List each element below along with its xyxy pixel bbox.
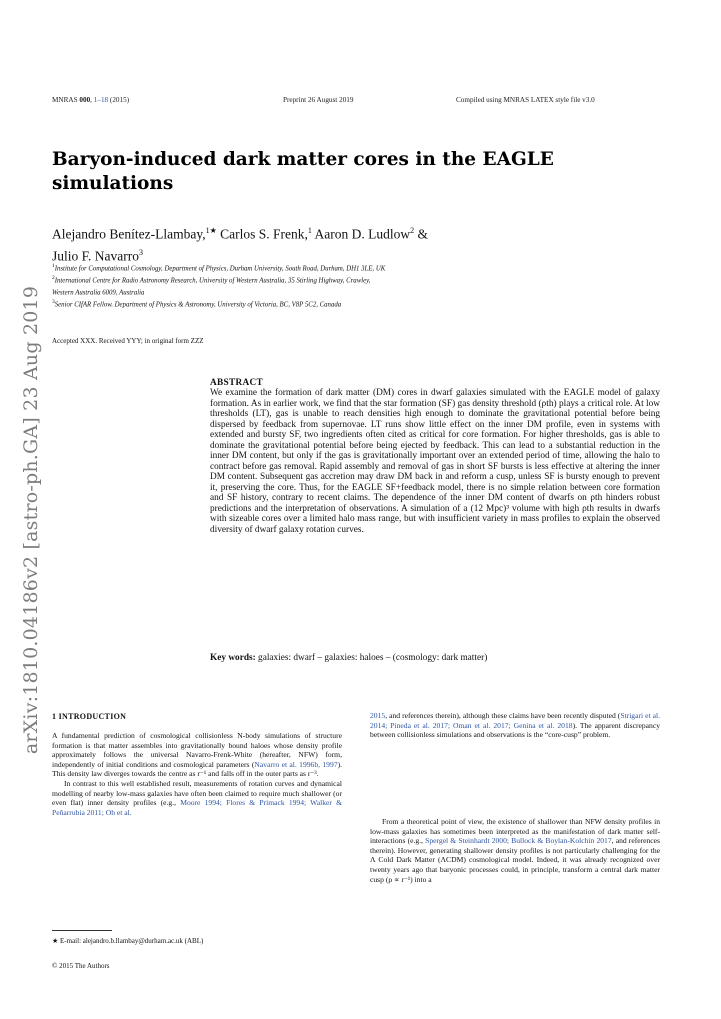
text-run: In contrast to this well established result, measurements of rotation curves and dynamical modelling of nearby low-mass galaxies have often been claimed to require much shallower (or even flat) inner density profiles (e.g., bbox=[52, 778, 342, 808]
affiliation-sup: 3 bbox=[52, 298, 55, 305]
affiliation-text: Institute for Computational Cosmology, Department of Physics, Durham University, South Road, Durham, DH1 3LE, UK bbox=[54, 265, 386, 273]
author-4: Julio F. Navarro bbox=[52, 248, 140, 263]
affiliation-sup: 1 bbox=[52, 263, 55, 269]
intro-paragraph-1-cont bbox=[370, 711, 660, 740]
author-2-sup: 1 bbox=[307, 226, 312, 235]
arxiv-stamp bbox=[20, 285, 43, 755]
affiliation-text: International Centre for Radio Astronomy Research, University of Western Australia, 35 Stirling Highway, Crawley, bbox=[54, 277, 371, 285]
running-header-journal bbox=[52, 96, 129, 104]
abstract-text: We examine the formation of dark matter (DM) cores in dwarf galaxies simulated with the EAGLE model of galaxy formation. As in earlier work, we find that the star formation (SF) gas density threshold (ρth) plays a critical role. At low thresholds (LT), gas is unable to reach densities high enough to dominate the gravitational potential before being dispersed by feedback from supernovae. LT runs show little effect on the inner DM profile, even in systems with extended and bursty SF, two ingredients often cited as critical for core formation. For higher thresholds, gas is able to dominate the gravitational potential before being ejected by feedback. This can lead to a substantial reduction in the inner DM content, but only if the gas is gravitationally important over an extended period of time, allowing the halo to contract before gas removal. Rapid assembly and removal of gas in short SF bursts is less effective at altering the inner DM content. Subsequent gas accretion may draw DM back in and reform a cusp, unless SF is bursty enough to prevent it, preserving the core. Thus, for the EAGLE SF+feedback model, there is no simple relation between core formation and SF history, contrary to recent claims. The dependence of the inner DM content of dwarfs on ρth hinders robust predictions and the interpretation of observations. A simulation of a (12 Mpc)³ volume with high ρth results in dwarfs with sizeable cores over a limited halo mass range, but with insufficient variety in mass profiles to explain the observed diversity of dwarf galaxy rotation curves. bbox=[210, 388, 660, 535]
author-2: Carlos S. Frenk, bbox=[216, 226, 308, 242]
text-run: ). This density law diverges towards the centre as r⁻¹ and falls off in the outer parts as r⁻³. bbox=[52, 759, 343, 779]
copyright: © 2015 The Authors bbox=[52, 962, 110, 970]
keywords-text: galaxies: dwarf – galaxies: haloes – (cosmology: dark matter) bbox=[255, 653, 488, 663]
arxiv-stamp-text: arXiv:1810.04186v2 [astro-ph.GA] 23 Aug 2019 bbox=[20, 285, 43, 755]
citation-link[interactable]: Moore 1994; Flores & Primack 1994; Walker & Peñarrubia 2011; Oh et al. bbox=[52, 798, 342, 817]
author-3-sup: 2 bbox=[410, 226, 415, 235]
right-column bbox=[370, 711, 660, 740]
section-heading-introduction: 1 INTRODUCTION bbox=[52, 712, 127, 721]
citation-link[interactable]: 2015 bbox=[370, 711, 386, 720]
footnote-rule bbox=[52, 930, 112, 931]
journal-sep: , bbox=[90, 96, 94, 104]
intro-paragraph-1 bbox=[52, 731, 342, 779]
text-run: A fundamental prediction of cosmological collisionless N-body simulations of structure formation is that matter assembles into gravitationally bound haloes whose density profile approximately follows the universal Navarro-Frenk-White (hereafter, NFW) form, independently of initial conditions and cosmological parameters ( bbox=[52, 731, 342, 769]
accepted-line: Accepted XXX. Received YYY; in original form ZZZ bbox=[52, 337, 204, 345]
paper-title: Baryon-induced dark matter cores in the EAGLE simulations bbox=[52, 149, 554, 194]
author-3: Aaron D. Ludlow bbox=[311, 226, 411, 242]
footnote-email: ★ E-mail: alejandro.b.llambay@durham.ac.uk (ABL) bbox=[52, 937, 204, 945]
affiliation-text: Western Australia 6009, Australia bbox=[52, 288, 145, 296]
citation-link[interactable]: Strigari et al. 2014; Pineda et al. 2017; Oman et al. 2017; Genina et al. 2018 bbox=[370, 711, 660, 730]
intro-paragraph-2 bbox=[52, 779, 342, 817]
journal-name: MNRAS bbox=[52, 96, 80, 104]
text-run: , and references therein). However, generating shallower density profiles is not particularly challenging for the Λ Cold Dark Matter (ΛCDM) cosmological model. Indeed, it was already recognized over twenty years ago that baryonic processes could, in principle, transform a central dark matter cusp (ρ ∝ r⁻¹) into a bbox=[370, 836, 660, 884]
keywords-label: Key words: bbox=[210, 653, 256, 663]
running-header-preprint: Preprint 26 August 2019 bbox=[283, 96, 354, 104]
journal-pages-link[interactable]: 1–18 bbox=[93, 96, 109, 104]
abstract-heading: ABSTRACT bbox=[210, 378, 264, 388]
affiliation-sup: 2 bbox=[52, 274, 55, 281]
author-4-sup: 3 bbox=[139, 247, 144, 257]
right-column-lower bbox=[370, 817, 660, 884]
left-column bbox=[52, 731, 342, 817]
text-run: From a theoretical point of view, the existence of shallower than NFW density profiles in low-mass galaxies has sometimes been interpreted as the manifestation of dark matter self-interactions (e.g., bbox=[370, 817, 660, 846]
author-1-sup: 1★ bbox=[205, 226, 217, 235]
affiliation-text: Senior CIfAR Fellow. Department of Physics & Astronomy, University of Victoria, BC, V8P 5C2, Canada bbox=[54, 300, 342, 308]
running-header-compiled: Compiled using MNRAS LATEX style file v3.0 bbox=[456, 96, 595, 104]
author-ampersand: & bbox=[414, 226, 428, 242]
intro-paragraph-3 bbox=[370, 817, 660, 884]
abstract bbox=[210, 378, 660, 535]
text-run: ). The apparent discrepancy between collisionless simulations and observations is the “core-cusp” problem. bbox=[370, 720, 660, 740]
author-1: Alejandro Benítez-Llambay, bbox=[52, 226, 206, 242]
keywords bbox=[210, 653, 660, 663]
citation-link[interactable]: Spergel & Steinhardt 2000; Bullock & Boylan-Kolchin 2017 bbox=[425, 836, 612, 846]
affiliation-line bbox=[52, 286, 672, 298]
text-run: , and references therein), although these claims have been recently disputed ( bbox=[385, 711, 621, 720]
journal-volume: 000 bbox=[79, 96, 91, 104]
affiliation-line bbox=[52, 274, 672, 286]
affiliations bbox=[52, 262, 672, 309]
affiliation-line bbox=[52, 298, 672, 310]
citation-link[interactable]: Navarro et al. 1996b, 1997 bbox=[254, 759, 338, 769]
author-list bbox=[52, 222, 672, 265]
journal-year: (2015) bbox=[108, 96, 130, 104]
affiliation-line bbox=[52, 262, 672, 274]
